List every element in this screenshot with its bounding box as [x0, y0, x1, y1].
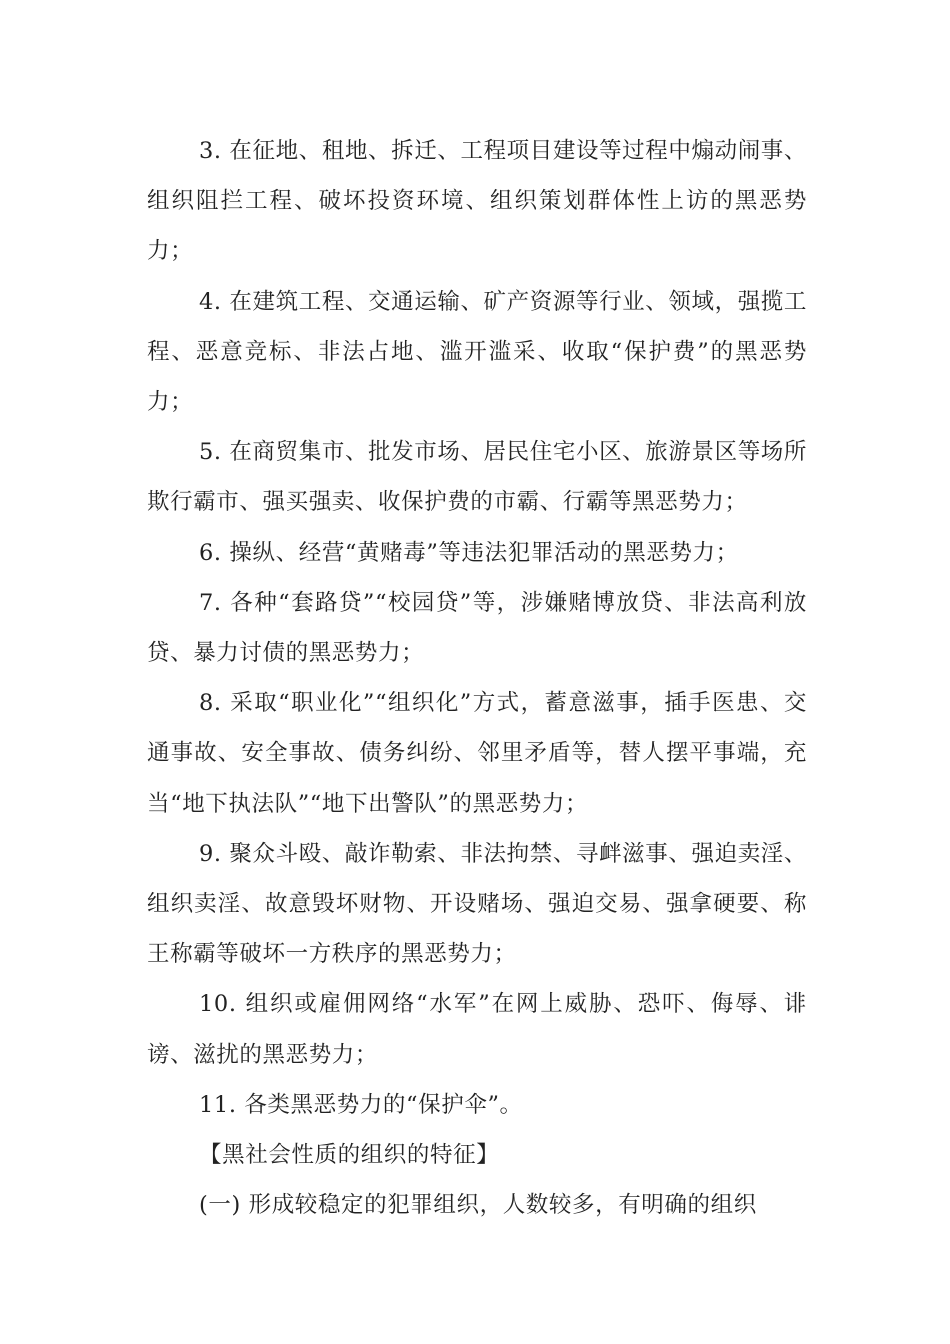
section-heading: 【黑社会性质的组织的特征】 — [199, 1142, 500, 1169]
paragraph-item-11: 11. 各类黑恶势力的“保护伞”。 — [199, 1091, 523, 1118]
paragraph-item-10: 10. 组织或雇佣网络“水军”在网上威胁、恐吓、侮辱、诽谤、滋扰的黑恶势力； — [147, 991, 807, 1068]
paragraph-item-6: 6. 操纵、经营“黄赌毒”等违法犯罪活动的黑恶势力； — [199, 539, 739, 566]
paragraph-item-9: 9. 聚众斗殴、敲诈勒索、非法拘禁、寻衅滋事、强迫卖淫、组织卖淫、故意毁坏财物、开设赌场、强迫交易、强拿硬要、称王称霸等破坏一方秩序的黑恶势力； — [147, 840, 807, 968]
paragraph-item-3: 3. 在征地、租地、拆迁、工程项目建设等过程中煽动闹事、组织阻拦工程、破坏投资环境、组织策划群体性上访的黑恶势力； — [147, 138, 807, 265]
document-page — [147, 126, 807, 1230]
paragraph-item-8: 8. 采取“职业化”“组织化”方式，蓄意滋事，插手医患、交通事故、安全事故、债务纠纷、邻里矛盾等，替人摆平事端，充当“地下执法队”“地下出警队”的黑恶势力； — [147, 690, 807, 817]
paragraph-feature-1: (一) 形成较稳定的犯罪组织，人数较多，有明确的组织 — [199, 1192, 757, 1219]
paragraph-item-4: 4. 在建筑工程、交通运输、矿产资源等行业、领域，强揽工程、恶意竞标、非法占地、滥开滥采、收取“保护费”的黑恶势力； — [147, 288, 807, 416]
paragraph-item-7: 7. 各种“套路贷”“校园贷”等，涉嫌赌博放贷、非法高利放贷、暴力讨债的黑恶势力； — [147, 589, 807, 667]
paragraph-item-5: 5. 在商贸集市、批发市场、居民住宅小区、旅游景区等场所欺行霸市、强买强卖、收保护费的市霸、行霸等黑恶势力； — [147, 439, 807, 516]
